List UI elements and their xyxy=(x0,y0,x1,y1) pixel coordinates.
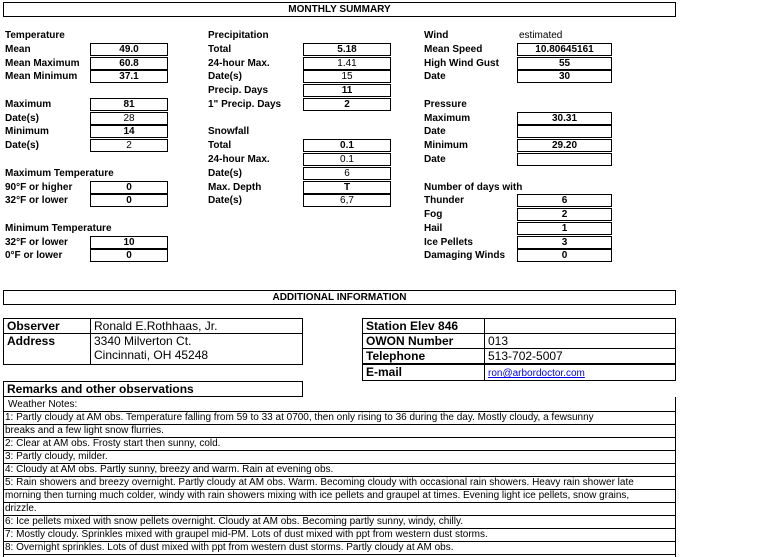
pressure-min-label: Minimum xyxy=(424,140,468,151)
mean-max-label: Mean Maximum xyxy=(5,58,80,69)
ice-pellets-label: Ice Pellets xyxy=(424,237,473,248)
snow-max24-value: 0.1 xyxy=(303,153,391,166)
precip-max24-label: 24-hour Max. xyxy=(208,58,270,69)
station-elev-value xyxy=(484,318,676,334)
depth-dates-value: 6,7 xyxy=(303,194,391,207)
observer-value: Ronald E.Rothhaas, Jr. xyxy=(90,318,303,334)
min-dates-label: Date(s) xyxy=(5,140,39,151)
remark-line: breaks and a few light snow flurries. xyxy=(3,424,675,438)
pressure-min-date-label: Date xyxy=(424,154,446,165)
damaging-winds-label: Damaging Winds xyxy=(424,250,506,261)
address-line2: Cincinnati, OH 45248 xyxy=(94,348,209,362)
owon-label: OWON Number xyxy=(362,333,485,349)
precip-days-label: Precip. Days xyxy=(208,85,269,96)
email-link[interactable]: ron@arbordoctor.com xyxy=(488,368,585,379)
precip-dates-label: Date(s) xyxy=(208,71,242,82)
le0-label: 0°F or lower xyxy=(5,250,63,261)
min-dates-value: 2 xyxy=(90,139,168,152)
hail-value: 1 xyxy=(517,222,612,235)
remark-line: 8: Overnight sprinkles. Lots of dust mixed with ppt from western dust storms. Partly cloudy at AM obs. xyxy=(3,541,675,555)
monthly-summary-header: MONTHLY SUMMARY xyxy=(3,2,676,17)
remarks-heading: Remarks and other observations xyxy=(3,381,303,397)
max-temp-value: 81 xyxy=(90,98,168,111)
wind-date-label: Date xyxy=(424,71,446,82)
additional-information-header: ADDITIONAL INFORMATION xyxy=(3,290,676,305)
precipitation-heading: Precipitation xyxy=(208,30,269,41)
min-le32-label: 32°F or lower xyxy=(5,237,68,248)
remark-line: drizzle. xyxy=(3,502,675,516)
address-value xyxy=(90,333,303,365)
snow-depth-value: T xyxy=(303,181,391,194)
depth-dates-label: Date(s) xyxy=(208,195,242,206)
max-dates-label: Date(s) xyxy=(5,113,39,124)
thunder-label: Thunder xyxy=(424,195,464,206)
telephone-value: 513-702-5007 xyxy=(484,348,676,364)
remark-line: 5: Rain showers and breezy overnight. Partly cloudy at AM obs. Warm. Becoming cloudy with occasional rain showers. Heavy rain shower late xyxy=(3,476,675,490)
wind-heading: Wind xyxy=(424,30,449,41)
snow-dates-value: 6 xyxy=(303,167,391,180)
weather-notes-label: Weather Notes: xyxy=(3,398,675,412)
pressure-max-date-value xyxy=(517,125,612,138)
fog-label: Fog xyxy=(424,209,443,220)
remark-line: 3: Partly cloudy, milder. xyxy=(3,450,675,464)
max-le32-label: 32°F or lower xyxy=(5,195,68,206)
wind-gust-label: High Wind Gust xyxy=(424,58,499,69)
le0-value: 0 xyxy=(90,249,168,262)
pressure-max-value: 30.31 xyxy=(517,112,612,125)
mean-max-value: 60.8 xyxy=(90,57,168,70)
remark-line: 6: Ice pellets mixed with snow pellets overnight. Cloudy at AM obs. Becoming partly sunny, windy, chilly. xyxy=(3,515,675,529)
address-line1: 3340 Milverton Ct. xyxy=(94,334,192,348)
damaging-winds-value: 0 xyxy=(517,249,612,262)
inch-precip-days-value: 2 xyxy=(303,98,391,111)
max-le32-value: 0 xyxy=(90,194,168,207)
snow-max24-label: 24-hour Max. xyxy=(208,154,270,165)
temperature-heading: Temperature xyxy=(5,30,65,41)
pressure-heading: Pressure xyxy=(424,99,467,110)
email-label: E-mail xyxy=(362,364,485,381)
snow-total-value: 0.1 xyxy=(303,139,391,152)
mean-speed-value: 10.80645161 xyxy=(517,43,612,56)
inch-precip-days-label: 1" Precip. Days xyxy=(208,99,282,110)
pressure-min-date-value xyxy=(517,153,612,166)
observer-label: Observer xyxy=(3,318,91,334)
pressure-min-value: 29.20 xyxy=(517,139,612,152)
max-dates-value: 28 xyxy=(90,112,168,125)
remark-line: morning then turning much colder, windy with rain showers mixing with ice pellets and graupel at times. Evening light ice pellets, snow grains, xyxy=(3,489,675,503)
thunder-value: 6 xyxy=(517,194,612,207)
remark-line: 1: Partly cloudy at AM obs. Temperature falling from 59 to 33 at 0700, then only rising to 36 during the day. Mostly cloudy, a fewsunny xyxy=(3,411,675,425)
max-temperature-heading: Maximum Temperature xyxy=(5,168,114,179)
min-temp-label: Minimum xyxy=(5,126,49,137)
precip-total-value: 5.18 xyxy=(303,43,391,56)
telephone-label: Telephone xyxy=(362,348,485,364)
snowfall-heading: Snowfall xyxy=(208,126,250,137)
precip-max24-value: 1.41 xyxy=(303,57,391,70)
mean-min-label: Mean Minimum xyxy=(5,71,78,82)
days-with-heading: Number of days with xyxy=(424,182,523,193)
remark-line: 7: Mostly cloudy. Sprinkles mixed with graupel mid-PM. Lots of dust mixed with ppt from western dust storms. xyxy=(3,528,675,542)
ice-pellets-value: 3 xyxy=(517,236,612,249)
min-temp-value: 14 xyxy=(90,125,168,138)
remark-line: 4: Cloudy at AM obs. Partly sunny, breezy and warm. Rain at evening obs. xyxy=(3,463,675,477)
fog-value: 2 xyxy=(517,208,612,221)
precip-total-label: Total xyxy=(208,44,232,55)
min-temperature-heading: Minimum Temperature xyxy=(5,223,112,234)
min-le32-value: 10 xyxy=(90,236,168,249)
snow-total-label: Total xyxy=(208,140,232,151)
email-value xyxy=(484,364,676,381)
max-temp-label: Maximum xyxy=(5,99,52,110)
mean-min-value: 37.1 xyxy=(90,70,168,83)
address-label: Address xyxy=(3,333,91,365)
wind-date-value: 30 xyxy=(517,70,612,83)
mean-speed-label: Mean Speed xyxy=(424,44,483,55)
wind-gust-value: 55 xyxy=(517,57,612,70)
snow-dates-label: Date(s) xyxy=(208,168,242,179)
precip-days-value: 11 xyxy=(303,84,391,97)
remark-line: 2: Clear at AM obs. Frosty start then sunny, cold. xyxy=(3,437,675,451)
ge90-label: 90°F or higher xyxy=(5,182,73,193)
wind-estimated-note: estimated xyxy=(519,30,563,41)
owon-value: 013 xyxy=(484,333,676,349)
mean-temp-value: 49.0 xyxy=(90,43,168,56)
pressure-max-date-label: Date xyxy=(424,126,446,137)
pressure-max-label: Maximum xyxy=(424,113,471,124)
precip-dates-value: 15 xyxy=(303,70,391,83)
ge90-value: 0 xyxy=(90,181,168,194)
hail-label: Hail xyxy=(424,223,443,234)
station-elev-label: Station Elev 846 xyxy=(362,318,485,334)
mean-temp-label: Mean xyxy=(5,44,31,55)
snow-depth-label: Max. Depth xyxy=(208,182,262,193)
